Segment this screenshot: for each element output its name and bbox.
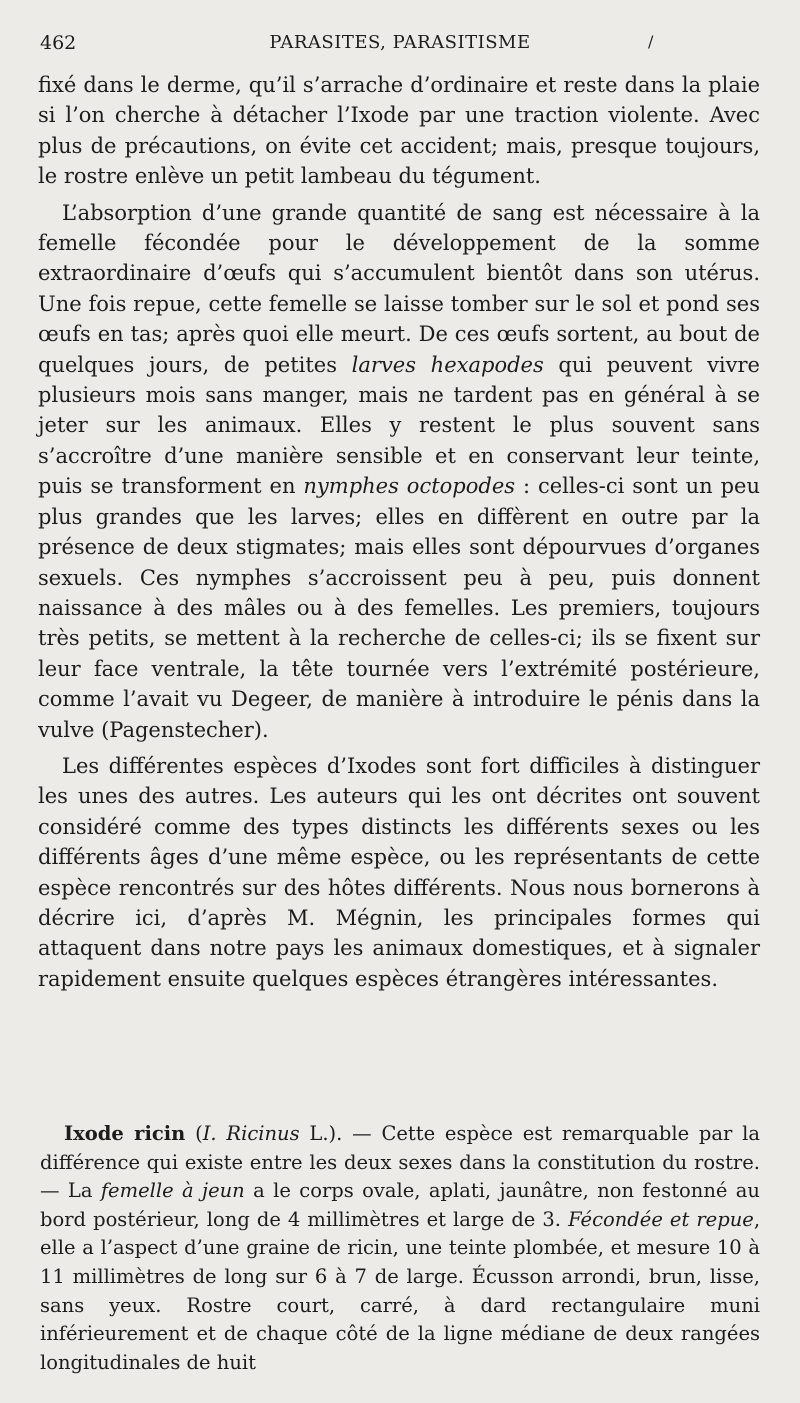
page-header	[40, 32, 760, 62]
paragraph	[38, 198, 760, 745]
text-run: L.). — Cette espèce est remarquable par la différence qui existe entre les deux sexes dans la constitution du rostre. — La	[40, 1122, 760, 1203]
running-title: PARASITES, PARASITISME	[269, 32, 531, 53]
text-run: , elle a l’aspect d’une graine de ricin, une teinte plombée, et mesure 10 à 11 millimètres de long sur 6 à 7 de large. Écusson arrondi, brun, lisse, sans yeux. Rostre court, carré, à dard rectangulaire muni inférieurement et de chaque côté de la ligne médiane de deux rangées longitudinales de huit	[40, 1207, 761, 1374]
text-run: : celles-ci sont un peu plus grandes que les larves; elles en diffèrent en outre par la présence de deux stigmates; mais elles sont dépourvues d’organes sexuels. Ces nymphes s’accroissent peu à peu, puis donnent naissance à des mâles ou à des femelles. Les premiers, toujours très petits, se mettent à la recherche de celles-ci; ils se fixent sur leur face ventrale, la tête tournée vers l’extrémité postérieure, comme l’avait vu Degeer, de manière à introduire le pénis dans la vulve (Pagenstecher).	[38, 474, 760, 742]
paragraph: Les différentes espèces d’Ixodes sont fort difficiles à distinguer les unes des autres. Les auteurs qui les ont décrites ont souvent considéré comme des types distincts les différents sexes ou les différents âges d’une même espèce, ou les représentants de cette espèce rencontrés sur des hôtes différents. Nous nous bornerons à décrire ici, d’après M. Mégnin, les principales formes qui attaquent dans notre pays les animaux domestiques, et à signaler rapidement ensuite quelques espèces étrangères intéressantes.	[38, 753, 760, 991]
paragraph: fixé dans le derme, qu’il s’arrache d’ordinaire et reste dans la plaie si l’on cherche à détacher l’Ixode par une traction violente. Avec plus de précautions, on évite cet accident; mais, presque toujours, le rostre enlève un petit lambeau du tégument.	[38, 73, 760, 189]
species-description	[40, 1120, 760, 1377]
main-text	[38, 70, 760, 1000]
italic-term: Fécondée et repue	[568, 1207, 754, 1231]
species-paragraph	[40, 1120, 760, 1377]
italic-term: nymphes octopodes	[303, 474, 516, 499]
species-name: Ixode ricin	[64, 1122, 186, 1145]
header-mark: /	[648, 32, 654, 51]
latin-name: I. Ricinus	[202, 1122, 300, 1145]
text-run: (	[185, 1122, 203, 1145]
italic-term: femelle à jeun	[100, 1179, 245, 1203]
text-run: qui peuvent vivre plusieurs mois sans manger, mais ne tardent pas en général à se jeter sur les animaux. Elles y restent le plus souvent sans s’accroître d’une manière sensible et en conservant leur teinte, puis se transforment en	[38, 352, 760, 499]
italic-term: larves hexapodes	[351, 352, 544, 377]
page-number: 462	[40, 32, 77, 54]
text-run: a le corps ovale, aplati, jaunâtre, non festonné au bord postérieur, long de 4 millimètres et large de 3.	[40, 1179, 760, 1231]
text-run: L’absorption d’une grande quantité de sang est nécessaire à la femelle fécondée pour le développement de la somme extraordinaire d’œufs qui s’accumulent bientôt dans son utérus. Une fois repue, cette femelle se laisse tomber sur le sol et pond ses œufs en tas; après quoi elle meurt. De ces œufs sortent, au bout de quelques jours, de petites	[38, 200, 760, 377]
